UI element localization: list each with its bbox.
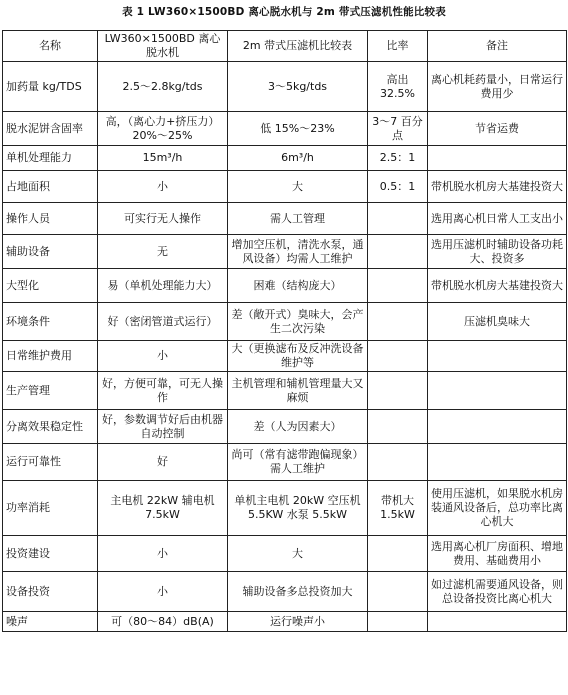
cell-ratio (368, 269, 428, 303)
table-row (3, 235, 567, 269)
table-row (3, 444, 567, 481)
cell-remark (428, 444, 567, 481)
cell-ratio: 高出 32.5% (368, 62, 428, 112)
cell-beltpress: 大 (228, 171, 368, 203)
cell-remark: 选用离心机厂房面积、增地费用、基础费用小 (428, 536, 567, 572)
cell-centrifuge: 好（密闭管道式运行） (98, 303, 228, 341)
table-caption: 表 1 LW360×1500BD 离心脱水机与 2m 带式压滤机性能比较表 (122, 6, 446, 18)
cell-ratio: 2.5：1 (368, 146, 428, 171)
cell-name: 辅助设备 (3, 235, 98, 269)
cell-beltpress: 单机主电机 20kW 空压机 5.5KW 水泵 5.5kW (228, 481, 368, 536)
cell-centrifuge: 小 (98, 171, 228, 203)
cell-ratio (368, 303, 428, 341)
cell-remark: 带机脱水机房大基建投资大 (428, 171, 567, 203)
cell-centrifuge: 好 (98, 444, 228, 481)
cell-ratio (368, 572, 428, 612)
cell-remark: 选用压滤机时辅助设备功耗大、投资多 (428, 235, 567, 269)
cell-remark (428, 372, 567, 410)
cell-centrifuge: 15m³/h (98, 146, 228, 171)
cell-remark: 带机脱水机房大基建投资大 (428, 269, 567, 303)
cell-beltpress: 大 (228, 536, 368, 572)
cell-beltpress: 差（敞开式）臭味大，会产生二次污染 (228, 303, 368, 341)
table-row (3, 146, 567, 171)
cell-centrifuge: 小 (98, 572, 228, 612)
header-centrifuge: LW360×1500BD 离心脱水机 (98, 31, 228, 62)
cell-remark: 压滤机臭味大 (428, 303, 567, 341)
cell-remark (428, 146, 567, 171)
header-name: 名称 (3, 31, 98, 62)
cell-ratio (368, 536, 428, 572)
cell-name: 日常维护费用 (3, 341, 98, 372)
cell-ratio (368, 444, 428, 481)
cell-beltpress: 6m³/h (228, 146, 368, 171)
cell-centrifuge: 无 (98, 235, 228, 269)
cell-centrifuge: 2.5～2.8kg/tds (98, 62, 228, 112)
cell-centrifuge: 高，（离心力+挤压力）20%～25% (98, 112, 228, 146)
table-row (3, 62, 567, 112)
comparison-table (2, 30, 567, 632)
cell-ratio: 3～7 百分点 (368, 112, 428, 146)
cell-remark (428, 410, 567, 444)
cell-name: 单机处理能力 (3, 146, 98, 171)
cell-ratio (368, 410, 428, 444)
cell-name: 环境条件 (3, 303, 98, 341)
table-row (3, 303, 567, 341)
cell-name: 功率消耗 (3, 481, 98, 536)
cell-beltpress: 大（更换滤布及反冲洗设备维护等 (228, 341, 368, 372)
cell-beltpress: 辅助设备多总投资加大 (228, 572, 368, 612)
cell-remark (428, 612, 567, 632)
cell-centrifuge: 小 (98, 536, 228, 572)
cell-remark: 节省运费 (428, 112, 567, 146)
cell-centrifuge: 可（80～84）dB(A) (98, 612, 228, 632)
table-row (3, 203, 567, 235)
table-row (3, 171, 567, 203)
cell-centrifuge: 主电机 22kW 辅电机 7.5kW (98, 481, 228, 536)
cell-remark: 离心机耗药量小，日常运行费用少 (428, 62, 567, 112)
cell-name: 生产管理 (3, 372, 98, 410)
cell-remark (428, 341, 567, 372)
cell-name: 投资建设 (3, 536, 98, 572)
cell-centrifuge: 易（单机处理能力大） (98, 269, 228, 303)
cell-beltpress: 主机管理和辅机管理量大又麻烦 (228, 372, 368, 410)
cell-name: 操作人员 (3, 203, 98, 235)
cell-centrifuge: 小 (98, 341, 228, 372)
table-row (3, 410, 567, 444)
cell-name: 脱水泥饼含固率 (3, 112, 98, 146)
cell-name: 大型化 (3, 269, 98, 303)
table-row (3, 341, 567, 372)
header-ratio: 比率 (368, 31, 428, 62)
cell-beltpress: 低 15%～23% (228, 112, 368, 146)
table-row (3, 481, 567, 536)
cell-ratio (368, 235, 428, 269)
header-remark: 备注 (428, 31, 567, 62)
table-row (3, 112, 567, 146)
table-row (3, 269, 567, 303)
cell-name: 运行可靠性 (3, 444, 98, 481)
cell-remark: 使用压滤机，如果脱水机房装通风设备后，总功率比离心机大 (428, 481, 567, 536)
cell-beltpress: 尚可（常有滤带跑偏现象）需人工维护 (228, 444, 368, 481)
cell-remark: 如过滤机需要通风设备，则总设备投资比离心机大 (428, 572, 567, 612)
cell-centrifuge: 好，方便可靠，可无人操作 (98, 372, 228, 410)
cell-beltpress: 增加空压机，清洗水泵，通风设备）均需人工维护 (228, 235, 368, 269)
table-row (3, 536, 567, 572)
cell-ratio: 带机大 1.5kW (368, 481, 428, 536)
cell-ratio (368, 372, 428, 410)
cell-ratio (368, 341, 428, 372)
cell-remark: 选用离心机日常人工支出小 (428, 203, 567, 235)
table-row (3, 572, 567, 612)
cell-name: 设备投资 (3, 572, 98, 612)
cell-beltpress: 需人工管理 (228, 203, 368, 235)
cell-ratio: 0.5：1 (368, 171, 428, 203)
cell-name: 噪声 (3, 612, 98, 632)
table-row (3, 612, 567, 632)
cell-name: 分离效果稳定性 (3, 410, 98, 444)
cell-centrifuge: 好，参数调节好后由机器自动控制 (98, 410, 228, 444)
cell-beltpress: 3～5kg/tds (228, 62, 368, 112)
cell-beltpress: 差（人为因素大） (228, 410, 368, 444)
cell-name: 加药量 kg/TDS (3, 62, 98, 112)
header-beltpress: 2m 带式压滤机比较表 (228, 31, 368, 62)
cell-beltpress: 运行噪声小 (228, 612, 368, 632)
cell-centrifuge: 可实行无人操作 (98, 203, 228, 235)
cell-beltpress: 困难（结构庞大） (228, 269, 368, 303)
cell-name: 占地面积 (3, 171, 98, 203)
cell-ratio (368, 612, 428, 632)
header-row (3, 31, 567, 62)
cell-ratio (368, 203, 428, 235)
table-row (3, 372, 567, 410)
